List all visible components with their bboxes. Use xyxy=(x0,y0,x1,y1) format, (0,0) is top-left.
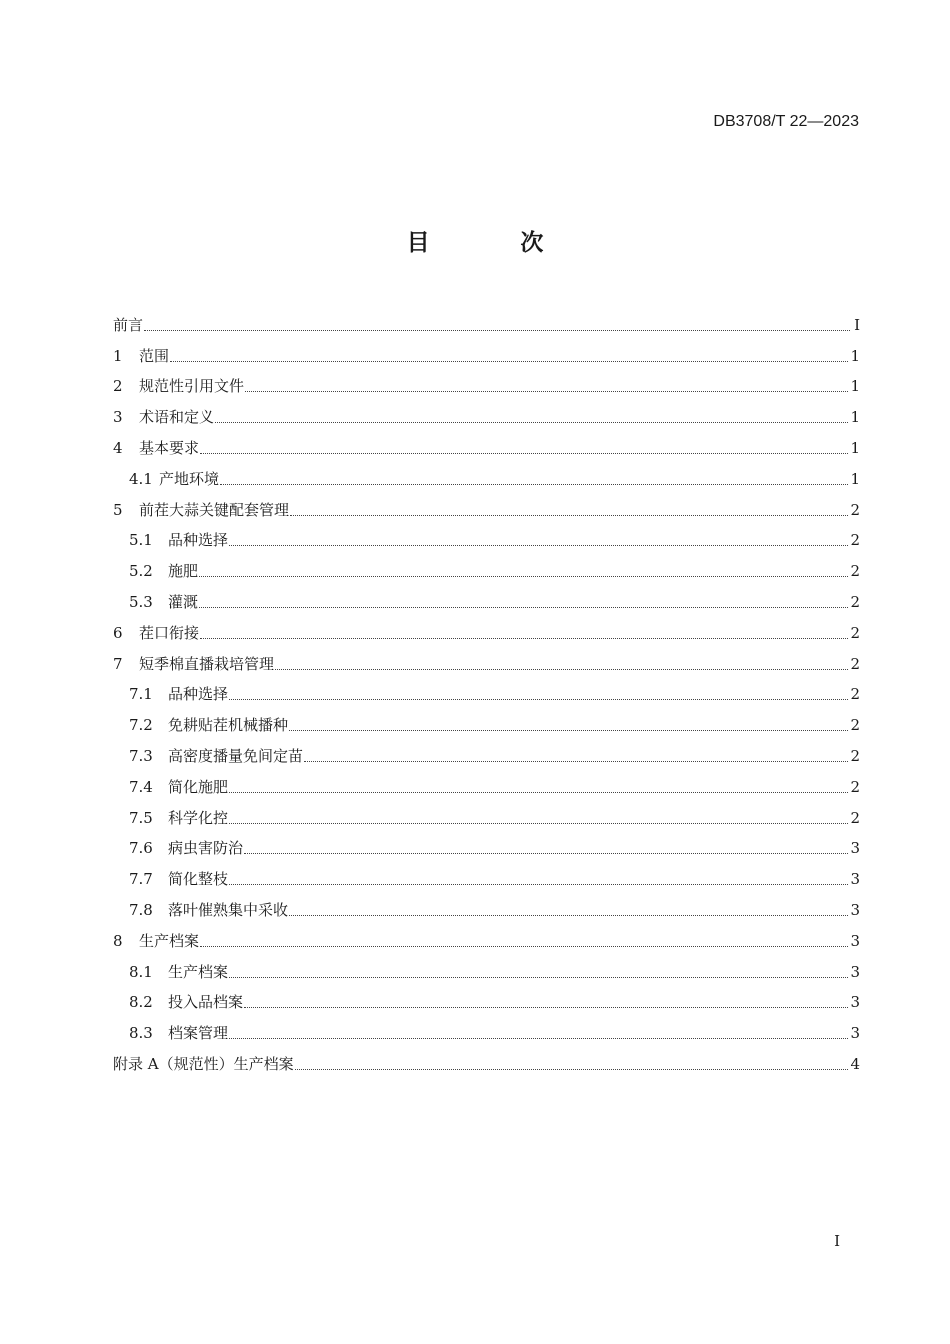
toc-entry-label: 前言 xyxy=(113,315,144,334)
toc-entry-page: 2 xyxy=(850,777,860,796)
toc-entry-label: 落叶催熟集中采收 xyxy=(168,901,289,920)
toc-entry-page: 3 xyxy=(850,870,860,889)
toc-entry-label: 病虫害防治 xyxy=(168,839,244,858)
dot-leader xyxy=(200,946,848,947)
toc-entry[interactable] xyxy=(113,433,860,464)
toc-entry[interactable] xyxy=(113,310,860,341)
toc-entry-page: 1 xyxy=(850,469,860,488)
toc-entry[interactable] xyxy=(113,649,860,680)
toc-entry-label: 范围 xyxy=(139,346,170,365)
dot-leader xyxy=(229,699,848,700)
toc-entry-number: 2 xyxy=(113,377,123,396)
toc-entry-number: 7.8 xyxy=(129,901,153,920)
dot-leader xyxy=(199,576,848,577)
toc-entry[interactable] xyxy=(113,741,860,772)
toc-entry-label: 前茬大蒜关键配套管理 xyxy=(139,500,290,519)
toc-entry-label: 高密度播量免间定苗 xyxy=(168,747,304,766)
toc-entry-page: 2 xyxy=(850,500,860,519)
dot-leader xyxy=(229,545,848,546)
toc-entry-page: 3 xyxy=(850,993,860,1012)
toc-entry-number: 7.7 xyxy=(129,870,153,889)
toc-entry[interactable] xyxy=(113,618,860,649)
dot-leader xyxy=(289,915,848,916)
toc-entry-label: 短季棉直播栽培管理 xyxy=(139,654,275,673)
toc-entry-page: 1 xyxy=(850,439,860,458)
toc-entry[interactable] xyxy=(113,464,860,495)
toc-entry[interactable] xyxy=(113,988,860,1019)
toc-entry-page: 2 xyxy=(850,623,860,642)
toc-entry-number: 5.3 xyxy=(129,593,153,612)
toc-entry-page: 2 xyxy=(850,808,860,827)
toc-entry-label: 茬口衔接 xyxy=(139,623,200,642)
toc-entry-label: 投入品档案 xyxy=(168,993,244,1012)
toc-entry[interactable] xyxy=(113,556,860,587)
toc-entry-page: 3 xyxy=(850,962,860,981)
dot-leader xyxy=(170,361,848,362)
toc-entry[interactable] xyxy=(113,895,860,926)
toc-entry[interactable] xyxy=(113,864,860,895)
toc-entry-label: 品种选择 xyxy=(168,685,229,704)
toc-entry[interactable] xyxy=(113,803,860,834)
toc-entry-label: 规范性引用文件 xyxy=(139,377,245,396)
toc-entry-page: 2 xyxy=(850,747,860,766)
toc-entry-number: 5 xyxy=(113,500,123,519)
toc-entry-page: 3 xyxy=(850,901,860,920)
toc-entry-number: 6 xyxy=(113,623,123,642)
toc-entry[interactable] xyxy=(113,587,860,618)
toc-entry[interactable] xyxy=(113,1049,860,1080)
toc-entry-label: 术语和定义 xyxy=(139,408,215,427)
toc-entry-label: 简化整枝 xyxy=(168,870,229,889)
toc-entry-label: 档案管理 xyxy=(168,1024,229,1043)
dot-leader xyxy=(275,669,848,670)
toc-entry-number: 8.2 xyxy=(129,993,153,1012)
toc-entry-number: 8.1 xyxy=(129,962,153,981)
toc-entry-page: 2 xyxy=(850,654,860,673)
toc-entry[interactable] xyxy=(113,1018,860,1049)
toc-entry-number: 7.1 xyxy=(129,685,153,704)
dot-leader xyxy=(215,422,848,423)
toc-entry-number: 4 xyxy=(113,439,123,458)
toc-entry[interactable] xyxy=(113,834,860,865)
toc-entry[interactable] xyxy=(113,495,860,526)
toc-entry-page: 1 xyxy=(850,377,860,396)
toc-entry-number: 5.2 xyxy=(129,562,153,581)
toc-entry-label: 灌溉 xyxy=(168,593,199,612)
toc-entry-page: 2 xyxy=(850,593,860,612)
dot-leader xyxy=(304,761,848,762)
toc-entry-number: 8.3 xyxy=(129,1024,153,1043)
toc-entry-page: 3 xyxy=(850,931,860,950)
toc-entry[interactable] xyxy=(113,710,860,741)
dot-leader xyxy=(200,638,848,639)
page-number: I xyxy=(834,1232,840,1250)
toc-entry-label: 免耕贴茬机械播种 xyxy=(168,716,289,735)
page-title: 目 次 xyxy=(406,230,585,256)
toc-entry-label: 生产档案 xyxy=(168,962,229,981)
toc-entry-number: 7.5 xyxy=(129,808,153,827)
document-code: DB3708/T 22—2023 xyxy=(713,113,859,130)
dot-leader xyxy=(144,330,850,331)
toc-entry-number: 7.3 xyxy=(129,747,153,766)
dot-leader xyxy=(229,823,848,824)
toc-entry-page: 2 xyxy=(850,716,860,735)
toc-entry-page: 2 xyxy=(850,562,860,581)
toc-entry-label: 施肥 xyxy=(168,562,199,581)
toc-entry-page: I xyxy=(854,315,860,334)
toc-entry-number: 8 xyxy=(113,931,123,950)
toc-entry-page: 3 xyxy=(850,1024,860,1043)
toc-entry[interactable] xyxy=(113,680,860,711)
toc-entry-number: 1 xyxy=(113,346,123,365)
dot-leader xyxy=(245,391,848,392)
toc-entry-page: 2 xyxy=(850,685,860,704)
toc-entry-page: 1 xyxy=(850,408,860,427)
toc-entry[interactable] xyxy=(113,526,860,557)
toc-entry-page: 4 xyxy=(850,1055,860,1074)
toc-entry-number: 3 xyxy=(113,408,123,427)
toc-entry[interactable] xyxy=(113,772,860,803)
toc-entry-number: 4.1 xyxy=(129,469,153,488)
toc-entry-label: 产地环境 xyxy=(159,469,220,488)
toc-entry-page: 2 xyxy=(850,531,860,550)
dot-leader xyxy=(295,1069,849,1070)
toc-entry-number: 5.1 xyxy=(129,531,153,550)
toc-entry-page: 3 xyxy=(850,839,860,858)
dot-leader xyxy=(229,977,848,978)
dot-leader xyxy=(290,515,848,516)
toc-entry-label: 简化施肥 xyxy=(168,777,229,796)
toc-entry[interactable] xyxy=(113,957,860,988)
dot-leader xyxy=(220,484,848,485)
toc-entry-label: 品种选择 xyxy=(168,531,229,550)
dot-leader xyxy=(199,607,848,608)
toc-entry[interactable] xyxy=(113,402,860,433)
toc-entry-label: 科学化控 xyxy=(168,808,229,827)
toc-entry-label: 生产档案 xyxy=(139,931,200,950)
toc-entry-page: 1 xyxy=(850,346,860,365)
toc-entry-number: 7.2 xyxy=(129,716,153,735)
dot-leader xyxy=(229,884,848,885)
dot-leader xyxy=(229,792,848,793)
toc-entry[interactable] xyxy=(113,341,860,372)
toc-entry[interactable] xyxy=(113,926,860,957)
toc-entry-number: 7.6 xyxy=(129,839,153,858)
dot-leader xyxy=(289,730,848,731)
toc-entry-label: 附录 A（规范性）生产档案 xyxy=(113,1055,294,1074)
table-of-contents xyxy=(113,310,860,1080)
dot-leader xyxy=(244,853,848,854)
toc-entry-number: 7 xyxy=(113,654,123,673)
toc-entry[interactable] xyxy=(113,372,860,403)
toc-entry-label: 基本要求 xyxy=(139,439,200,458)
dot-leader xyxy=(200,453,848,454)
dot-leader xyxy=(229,1038,848,1039)
dot-leader xyxy=(244,1007,848,1008)
toc-entry-number: 7.4 xyxy=(129,777,153,796)
